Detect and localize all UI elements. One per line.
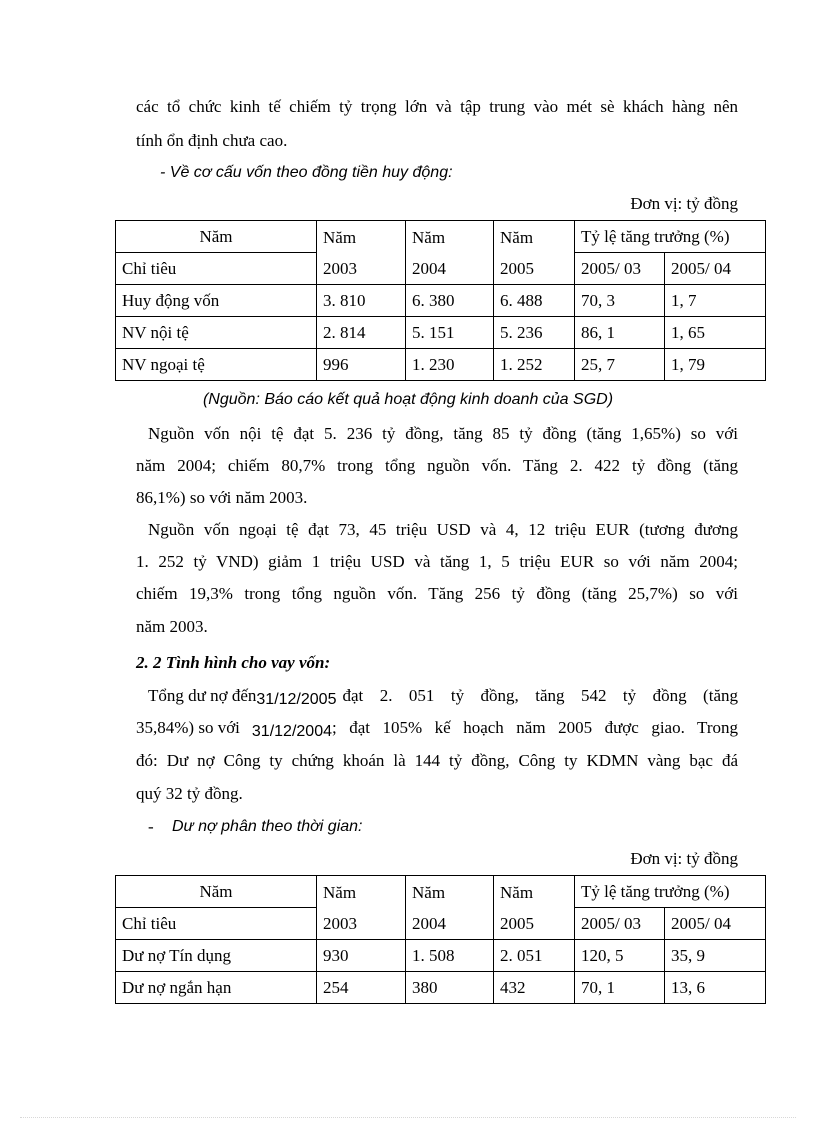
page-footer-divider bbox=[20, 1117, 796, 1118]
header-year-2003: Năm 2003 bbox=[317, 876, 406, 940]
cell-growth-04: 1, 79 bbox=[665, 349, 766, 381]
table-row bbox=[116, 940, 766, 972]
unit-label: Đơn vị: tỷ đồng bbox=[630, 849, 738, 868]
paragraph-line: Nguồn vốn nội tệ đạt 5. 236 tỷ đồng, tăng 85 tỷ đồng (tăng 1,65%) so với bbox=[148, 424, 738, 443]
cell-growth-03: 70, 1 bbox=[575, 972, 665, 1004]
cell-2005: 1. 252 bbox=[494, 349, 575, 381]
cell-2003: 254 bbox=[317, 972, 406, 1004]
header-growth-col: 2005/ 03 bbox=[575, 253, 665, 285]
header-growth: Tỷ lệ tăng trưởng (%) bbox=[575, 221, 766, 253]
cell-growth-03: 25, 7 bbox=[575, 349, 665, 381]
cell-2004: 1. 230 bbox=[406, 349, 494, 381]
header-year-2005: Năm 2005 bbox=[494, 876, 575, 940]
cell-growth-03: 120, 5 bbox=[575, 940, 665, 972]
paragraph-line: 86,1%) so với năm 2003. bbox=[136, 488, 308, 507]
header-growth: Tỷ lệ tăng trưởng (%) bbox=[575, 876, 766, 908]
lending-table bbox=[115, 875, 766, 1004]
cell-2004: 6. 380 bbox=[406, 285, 494, 317]
paragraph-line: Tổng dư nợ đến 31/12/2005 đạt 2. 051 tỷ đồng, tăng 542 tỷ đồng (tăng bbox=[148, 686, 738, 708]
table-row bbox=[116, 317, 766, 349]
cell-growth-04: 1, 65 bbox=[665, 317, 766, 349]
paragraph-line: đó: Dư nợ Công ty chứng khoán là 144 tỷ đồng, Công ty KDMN vàng bạc đá bbox=[136, 751, 738, 770]
sub-heading: Dư nợ phân theo thời gian: bbox=[172, 818, 363, 835]
header-year-label: Năm bbox=[116, 876, 317, 908]
cell-2003: 930 bbox=[317, 940, 406, 972]
header-year-label: Năm bbox=[116, 221, 317, 253]
row-label: Dư nợ ngắn hạn bbox=[116, 972, 317, 1004]
header-growth-col: 2005/ 04 bbox=[665, 908, 766, 940]
cell-growth-04: 13, 6 bbox=[665, 972, 766, 1004]
paragraph-line: tính ổn định chưa cao. bbox=[136, 131, 288, 150]
unit-label: Đơn vị: tỷ đồng bbox=[630, 194, 738, 213]
cell-2005: 2. 051 bbox=[494, 940, 575, 972]
capital-table bbox=[115, 220, 766, 381]
cell-2003: 3. 810 bbox=[317, 285, 406, 317]
row-label: Dư nợ Tín dụng bbox=[116, 940, 317, 972]
section-heading: - Về cơ cấu vốn theo đồng tiền huy động: bbox=[160, 164, 453, 181]
cell-growth-03: 86, 1 bbox=[575, 317, 665, 349]
cell-2003: 996 bbox=[317, 349, 406, 381]
cell-growth-04: 35, 9 bbox=[665, 940, 766, 972]
header-year-2004: Năm 2004 bbox=[406, 876, 494, 940]
cell-2004: 5. 151 bbox=[406, 317, 494, 349]
cell-growth-04: 1, 7 bbox=[665, 285, 766, 317]
source-note: (Nguồn: Báo cáo kết quả hoạt động kinh doanh của SGD) bbox=[202, 391, 614, 408]
paragraph-line: Nguồn vốn ngoại tệ đạt 73, 45 triệu USD và 4, 12 triệu EUR (tương đương bbox=[148, 520, 738, 539]
table-row bbox=[116, 349, 766, 381]
cell-2005: 5. 236 bbox=[494, 317, 575, 349]
header-year-2003: Năm 2003 bbox=[317, 221, 406, 285]
paragraph-line: quý 32 tỷ đồng. bbox=[136, 784, 243, 803]
cell-2004: 380 bbox=[406, 972, 494, 1004]
header-indicator-label: Chỉ tiêu bbox=[116, 253, 317, 285]
paragraph-line: 35,84%) so với 31/12/2004 ; đạt 105% kế hoạch năm 2005 được giao. Trong bbox=[136, 718, 738, 740]
row-label: NV nội tệ bbox=[116, 317, 317, 349]
cell-2005: 6. 488 bbox=[494, 285, 575, 317]
row-label: NV ngoại tệ bbox=[116, 349, 317, 381]
table-row bbox=[116, 285, 766, 317]
section-heading: 2. 2 Tình hình cho vay vốn: bbox=[136, 653, 331, 672]
bullet-dash: - bbox=[148, 817, 154, 836]
header-growth-col: 2005/ 04 bbox=[665, 253, 766, 285]
paragraph-line: chiếm 19,3% trong tổng nguồn vốn. Tăng 256 tỷ đồng (tăng 25,7%) so với bbox=[136, 584, 738, 603]
paragraph-line: các tổ chức kinh tế chiếm tỷ trọng lớn và tập trung vào mét sè khách hàng nên bbox=[136, 97, 738, 116]
header-year-2005: Năm 2005 bbox=[494, 221, 575, 285]
cell-2004: 1. 508 bbox=[406, 940, 494, 972]
cell-2003: 2. 814 bbox=[317, 317, 406, 349]
cell-2005: 432 bbox=[494, 972, 575, 1004]
header-year-2004: Năm 2004 bbox=[406, 221, 494, 285]
row-label: Huy động vốn bbox=[116, 285, 317, 317]
header-growth-col: 2005/ 03 bbox=[575, 908, 665, 940]
paragraph-line: năm 2004; chiếm 80,7% trong tổng nguồn vốn. Tăng 2. 422 tỷ đồng (tăng bbox=[136, 456, 738, 475]
table-row bbox=[116, 972, 766, 1004]
header-indicator-label: Chỉ tiêu bbox=[116, 908, 317, 940]
paragraph-line: 1. 252 tỷ VND) giảm 1 triệu USD và tăng 1, 5 triệu EUR so với năm 2004; bbox=[136, 552, 738, 571]
cell-growth-03: 70, 3 bbox=[575, 285, 665, 317]
paragraph-line: năm 2003. bbox=[136, 617, 208, 636]
